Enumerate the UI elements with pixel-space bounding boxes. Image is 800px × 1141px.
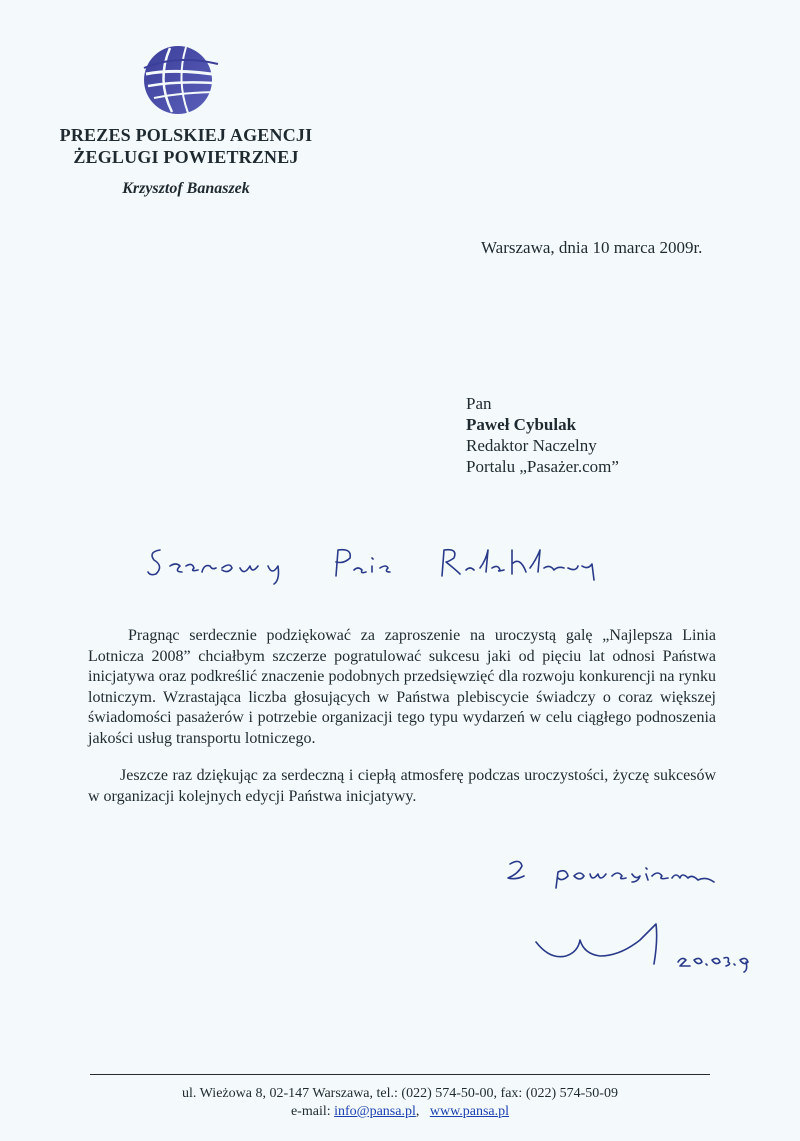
footer-email-link[interactable]: info@pansa.pl [334, 1104, 416, 1119]
letterhead-line2: ŻEGLUGI POWIETRZNEJ [73, 147, 299, 167]
recipient-salutation: Pan [466, 394, 492, 413]
body-paragraph-2: Jeszcze raz dziękując za serdeczną i ciepłą atmosferę podczas uroczystości, życzę sukcesów w organizacji kolejnych edycji Państwa inicjatywy. [88, 767, 716, 805]
footer-divider [90, 1074, 710, 1075]
footer-separator: , [415, 1104, 420, 1119]
recipient-name: Paweł Cybulak [466, 415, 577, 434]
letter-date: Warszawa, dnia 10 marca 2009r. [481, 238, 703, 257]
handwritten-closing [500, 852, 740, 892]
body-paragraph-1: Pragnąc serdecznie podziękować za zaproszenie na uroczystą galę „Najlepsza Linia Lotnicza 2008” chciałbym szczerze pogratulować sukcesu jaki od pięciu lat odnosi Państwa inicjatywa oraz podkreślić znaczenie podobnych przedsięwzięć dla rozwoju konkurencji na rynku lotniczym. Wzrastająca liczba głosujących w Państwa plebiscycie świadczy o coraz większej świadomości pasażerów i potrzebie organizacji tego typu wydarzeń w celu ciągłego podnoszenia jakości usług transportu lotniczego. [88, 627, 716, 747]
recipient-block [466, 393, 619, 477]
footer-contact [0, 1103, 800, 1120]
recipient-organization: Portalu „Pasażer.com” [466, 457, 619, 476]
handwritten-signature [530, 920, 760, 980]
pansa-globe-logo [138, 34, 230, 126]
footer-address: ul. Wieżowa 8, 02-147 Warszawa, tel.: (022) 574-50-00, fax: (022) 574-50-09 [182, 1086, 618, 1101]
letterhead-line1: PREZES POLSKIEJ AGENCJI [59, 125, 313, 145]
handwritten-greeting [140, 536, 610, 586]
footer-website-link[interactable]: www.pansa.pl [429, 1104, 510, 1119]
letterhead-signer: Krzysztof Banaszek [122, 180, 250, 197]
recipient-title: Redaktor Naczelny [466, 436, 597, 455]
footer-email-label: e-mail: [290, 1104, 331, 1119]
